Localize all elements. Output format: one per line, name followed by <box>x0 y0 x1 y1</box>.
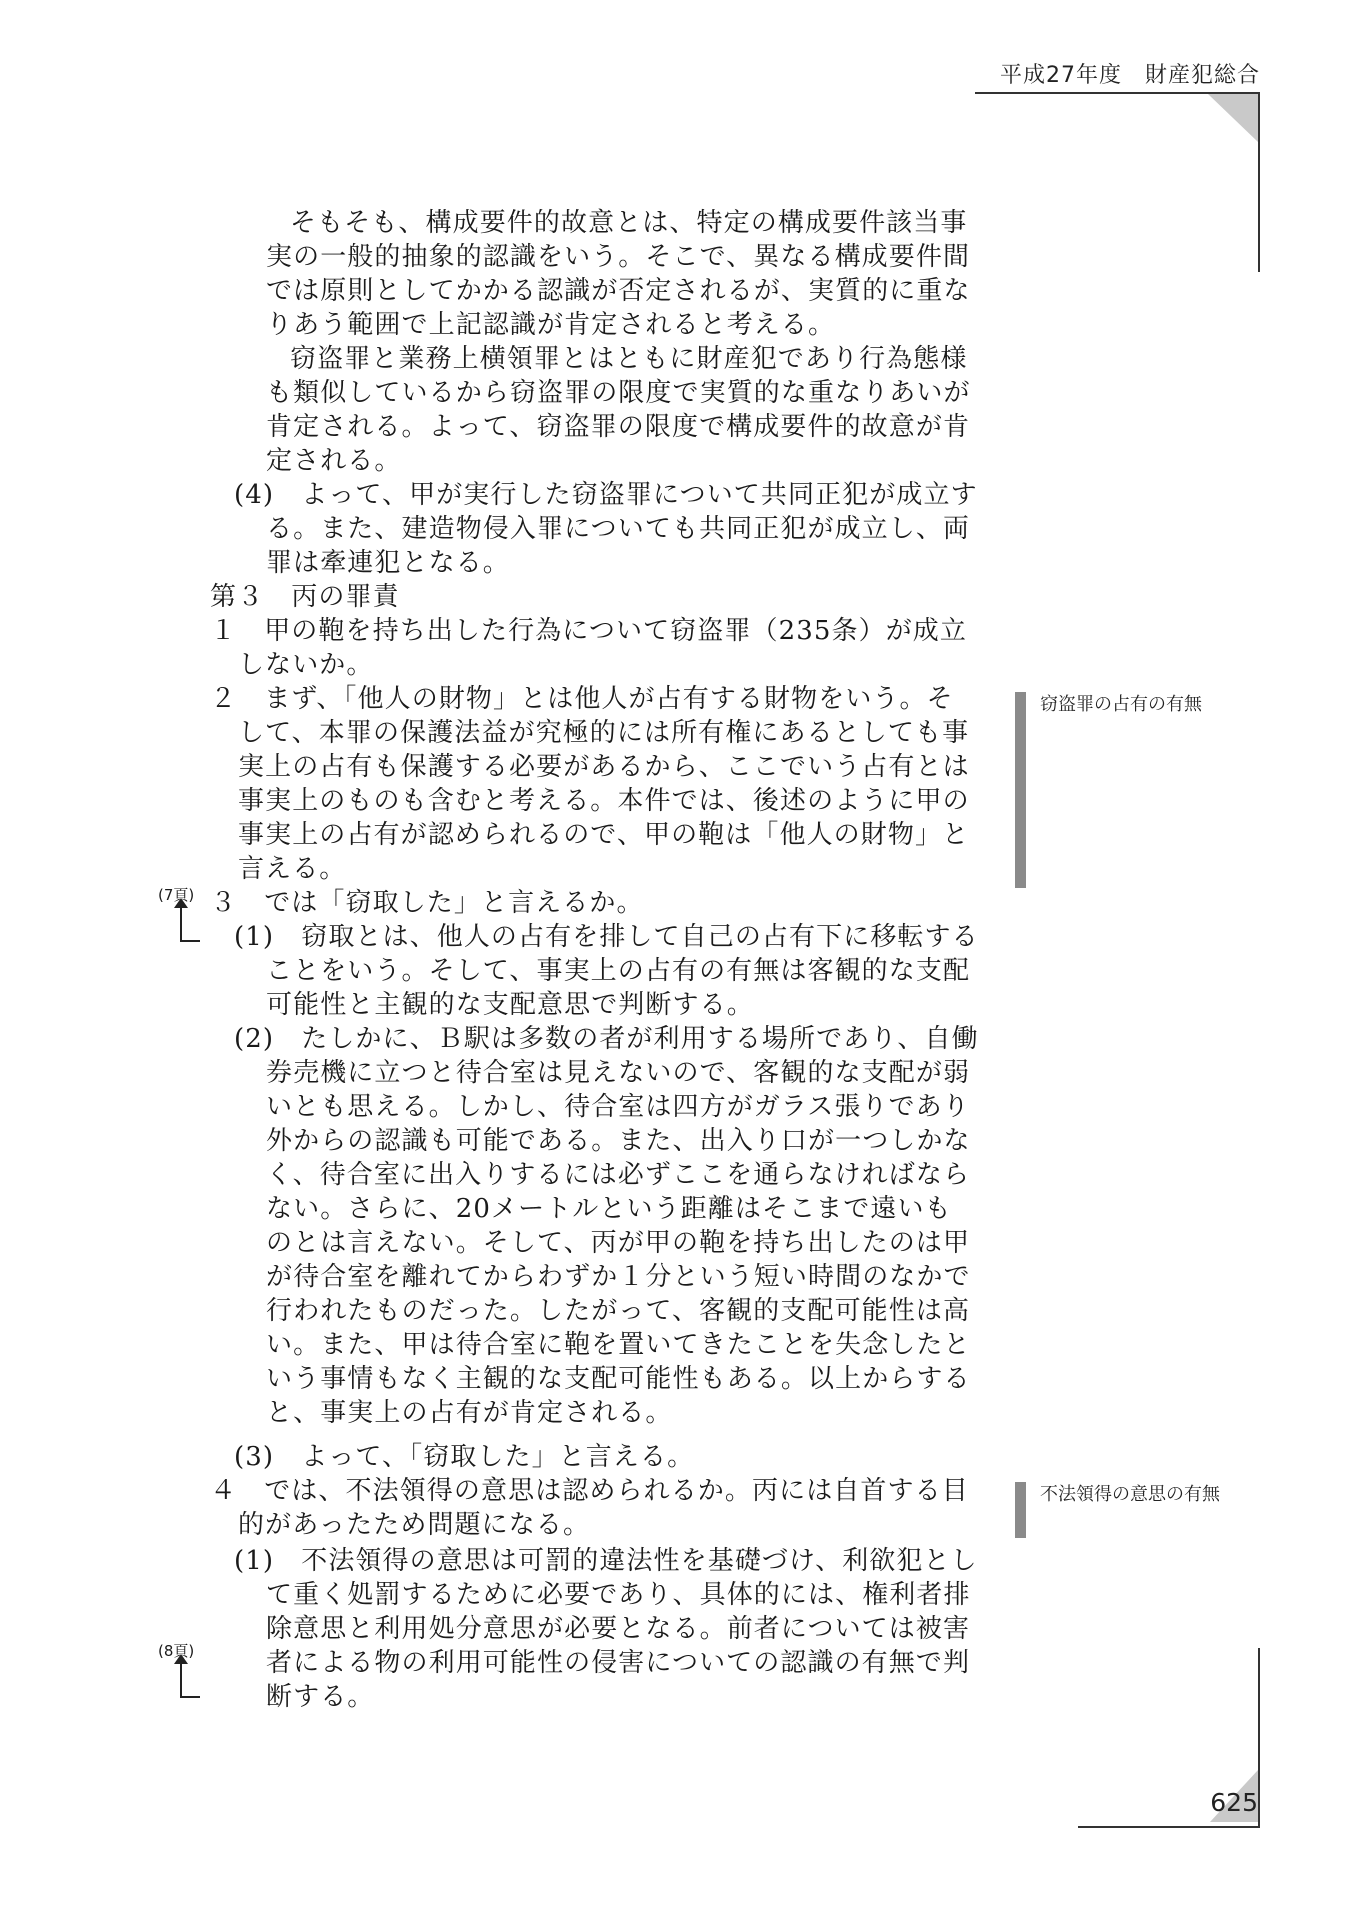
body-line: る。また、建造物侵入罪についても共同正犯が成立し、両 <box>266 514 971 544</box>
body-line: １ 甲の鞄を持ち出した行為について窃盗罪（235条）が成立 <box>210 616 968 646</box>
page-ref-foot <box>180 1696 200 1698</box>
body-line: して、本罪の保護法益が究極的には所有権にあるとしても事 <box>238 718 970 748</box>
body-line: いとも思える。しかし、待合室は四方がガラス張りであり <box>266 1092 970 1122</box>
body-line: 事実上のものも含むと考える。本件では、後述のように甲の <box>238 786 970 816</box>
side-note-label: 窃盗罪の占有の有無 <box>1040 694 1202 715</box>
body-line: 除意思と利用処分意思が必要となる。前者については被害 <box>266 1614 971 1644</box>
body-line: ない。さらに、20メートルという距離はそこまで遠いも <box>266 1194 952 1224</box>
side-note-unlawful-intent <box>1015 1482 1220 1538</box>
body-line: (1) 不法領得の意思は可罰的違法性を基礎づけ、利欲犯とし <box>234 1546 978 1576</box>
body-line: と、事実上の占有が肯定される。 <box>266 1398 673 1428</box>
page-ref-stem <box>180 1662 182 1698</box>
body-line: く、待合室に出入りするには必ずここを通らなければなら <box>266 1160 971 1190</box>
side-note-theft-possession <box>1015 692 1202 888</box>
footer-rule <box>1078 1826 1260 1828</box>
body-line: が待合室を離れてからわずか１分という短い時間のなかで <box>266 1262 971 1292</box>
header-title: 平成27年度 財産犯総合 <box>1000 63 1260 88</box>
body-line: (1) 窃取とは、他人の占有を排して自己の占有下に移転する <box>234 922 979 952</box>
body-line: のとは言えない。そして、丙が甲の鞄を持ち出したのは甲 <box>266 1228 971 1258</box>
body-line: 窃盗罪と業務上横領罪とはともに財産犯であり行為態様 <box>290 344 968 374</box>
body-line: 実の一般的抽象的認識をいう。そこで、異なる構成要件間 <box>266 242 971 272</box>
body-line: 者による物の利用可能性の侵害についての認識の有無で判 <box>266 1648 971 1678</box>
section-heading: 第３ 丙の罪責 <box>210 582 400 612</box>
body-line: 定される。 <box>266 446 402 476</box>
body-line: 的があったため問題になる。 <box>238 1510 591 1540</box>
footer-rule-vertical <box>1258 1648 1260 1826</box>
body-line: 事実上の占有が認められるので、甲の鞄は「他人の財物」と <box>238 820 970 850</box>
body-line: (3) よって、「窃取した」と言える。 <box>234 1442 695 1472</box>
body-line: 肯定される。よって、窃盗罪の限度で構成要件的故意が肯 <box>266 412 971 442</box>
corner-triangle-top <box>1208 94 1258 142</box>
body-line: 断する。 <box>266 1682 375 1712</box>
body-line: 行われたものだった。したがって、客観的支配可能性は高 <box>266 1296 971 1326</box>
body-line: 外からの認識も可能である。また、出入り口が一つしかな <box>266 1126 971 1156</box>
body-line: いう事情もなく主観的な支配可能性もある。以上からする <box>266 1364 971 1394</box>
body-line: 可能性と主観的な支配意思で判断する。 <box>266 990 754 1020</box>
body-line: そもそも、構成要件的故意とは、特定の構成要件該当事 <box>290 208 968 238</box>
body-line: ２ まず、「他人の財物」とは他人が占有する財物をいう。そ <box>210 684 954 714</box>
body-line: も類似しているから窃盗罪の限度で実質的な重なりあいが <box>266 378 971 408</box>
page-ref-label: (8頁) <box>158 1642 195 1660</box>
page-ref-7 <box>158 884 208 954</box>
body-line: ３ では「窃取した」と言えるか。 <box>210 888 644 918</box>
body-line: 実上の占有も保護する必要があるから、ここでいう占有とは <box>238 752 970 782</box>
body-line: では原則としてかかる認識が否定されるが、実質的に重な <box>266 276 971 306</box>
page-ref-stem <box>180 906 182 942</box>
body-line: (4) よって、甲が実行した窃盗罪について共同正犯が成立す <box>234 480 978 510</box>
body-line: ４ では、不法領得の意思は認められるか。丙には自首する目 <box>210 1476 969 1506</box>
body-line: 券売機に立つと待合室は見えないので、客観的な支配が弱 <box>266 1058 971 1088</box>
page-number: 625 <box>1210 1788 1258 1817</box>
body-line: しないか。 <box>238 650 374 680</box>
body-line: て重く処罰するために必要であり、具体的には、権利者排 <box>266 1580 971 1610</box>
page-ref-8 <box>158 1640 208 1710</box>
header-rule-vertical <box>1258 92 1260 272</box>
page-ref-foot <box>180 940 200 942</box>
body-line: 罪は牽連犯となる。 <box>266 548 510 578</box>
body-line: ことをいう。そして、事実上の占有の有無は客観的な支配 <box>266 956 971 986</box>
body-line: 言える。 <box>238 854 347 884</box>
side-note-label: 不法領得の意思の有無 <box>1040 1484 1220 1505</box>
body-line: (2) たしかに、Ｂ駅は多数の者が利用する場所であり、自働 <box>234 1024 979 1054</box>
body-line: い。また、甲は待合室に鞄を置いてきたことを失念したと <box>266 1330 971 1360</box>
page-ref-label: (7頁) <box>158 886 195 904</box>
body-line: りあう範囲で上記認識が肯定されると考える。 <box>266 310 836 340</box>
